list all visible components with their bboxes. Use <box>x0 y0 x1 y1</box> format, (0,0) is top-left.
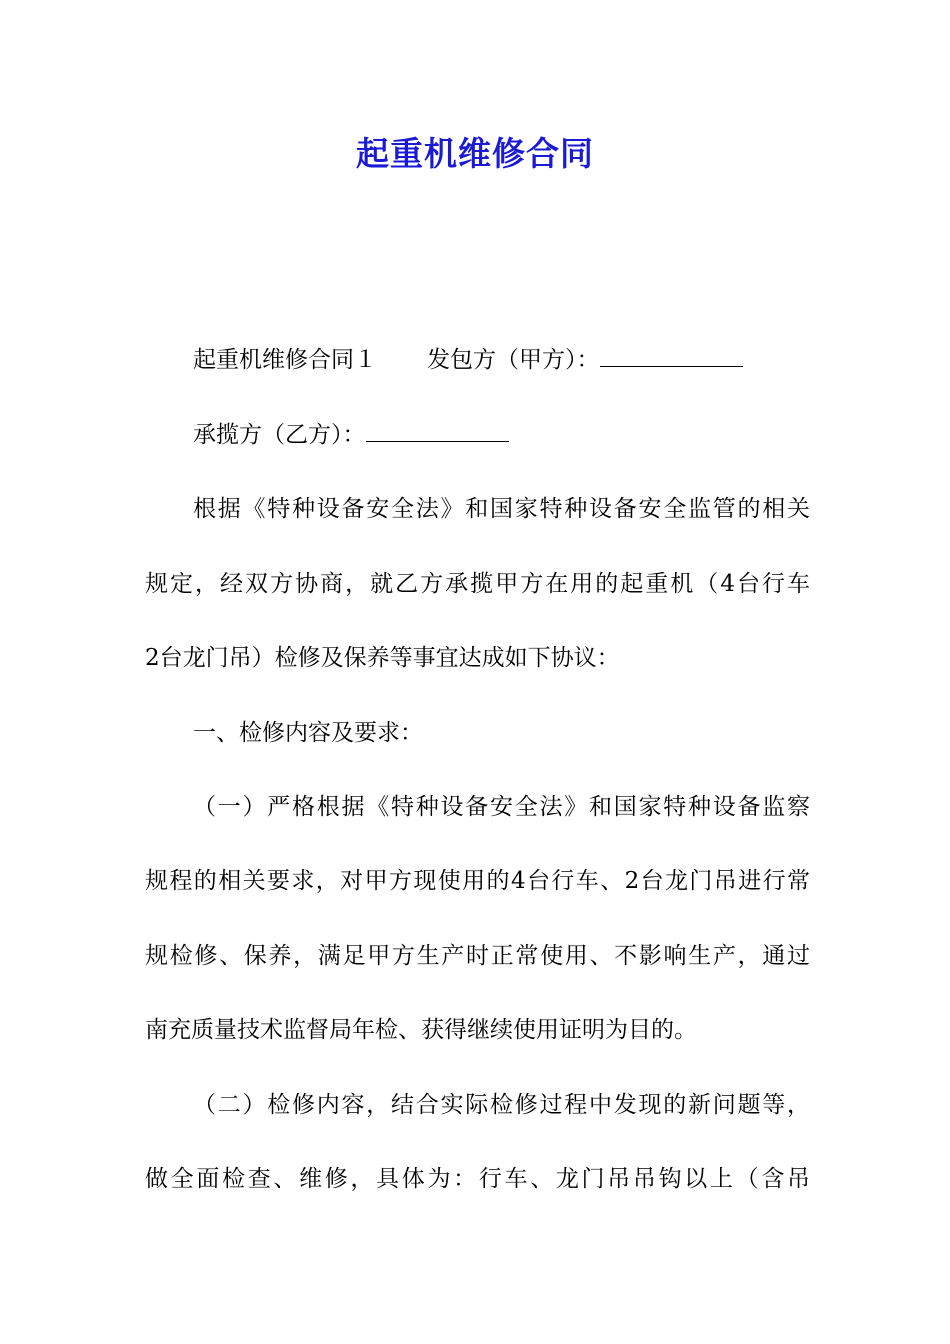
paragraph-line: （二）检修内容，结合实际检修过程中发现的新问题等， <box>193 1092 810 1118</box>
party-b-line <box>193 420 810 450</box>
party-a-blank <box>600 346 743 367</box>
section-heading: 一、检修内容及要求： <box>193 720 423 746</box>
paragraph-line: 规检修、保养，满足甲方生产时正常使用、不影响生产，通过 <box>145 943 810 969</box>
party-b-label: 承揽方（乙方）： <box>193 422 366 448</box>
party-b-blank <box>366 421 509 442</box>
document-title: 起重机维修合同 <box>356 134 594 173</box>
paragraph-line: （一）严格根据《特种设备安全法》和国家特种设备监察 <box>193 794 810 820</box>
paragraph-line: 2台龙门吊）检修及保养等事宜达成如下协议： <box>145 645 620 671</box>
paragraph-line: 规程的相关要求，对甲方现使用的4台行车、2台龙门吊进行常 <box>145 868 810 894</box>
paragraph-line: 南充质量技术监督局年检、获得继续使用证明为目的。 <box>145 1017 697 1043</box>
party-a-label: 发包方（甲方）： <box>427 347 600 373</box>
contract-number-label: 起重机维修合同１ <box>193 347 377 373</box>
paragraph-line: 规定，经双方协商，就乙方承揽甲方在用的起重机（4台行车 <box>145 571 810 597</box>
header-line <box>193 345 810 375</box>
paragraph-line: 做全面检查、维修，具体为：行车、龙门吊吊钩以上（含吊 <box>145 1166 810 1192</box>
paragraph-line: 根据《特种设备安全法》和国家特种设备安全监管的相关 <box>193 496 810 522</box>
